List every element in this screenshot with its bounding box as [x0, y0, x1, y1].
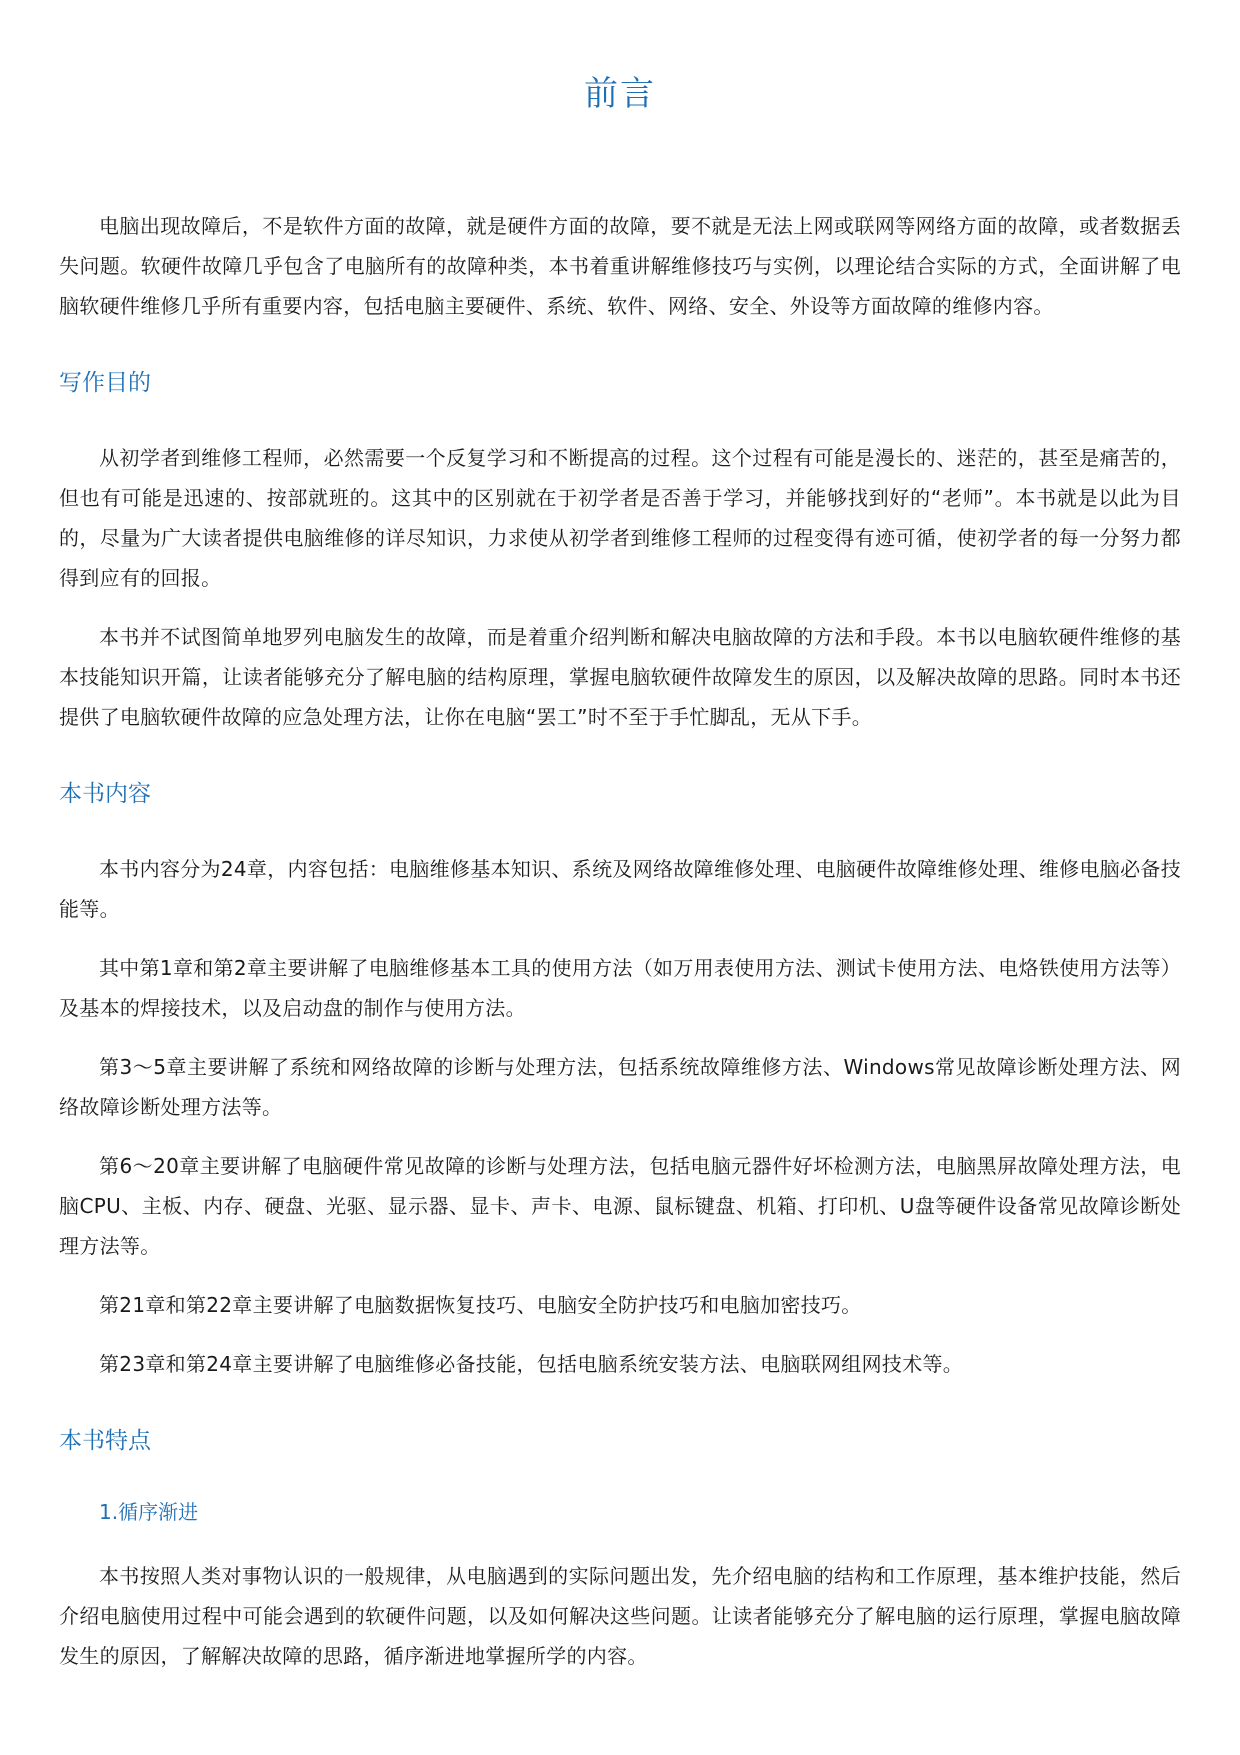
page-title: 前言: [584, 74, 656, 114]
paragraph: 本书内容分为24章，内容包括：电脑维修基本知识、系统及网络故障维修处理、电脑硬件故障维修处理、维修电脑必备技能等。: [59, 857, 1181, 921]
paragraph: 本书并不试图简单地罗列电脑发生的故障，而是着重介绍判断和解决电脑故障的方法和手段。本书以电脑软硬件维修的基本技能知识开篇，让读者能够充分了解电脑的结构原理，掌握电脑软硬件故障发生的原因，以及解决故障的思路。同时本书还提供了电脑软硬件故障的应急处理方法，让你在电脑“罢工”时不至于手忙脚乱，无从下手。: [59, 625, 1181, 729]
paragraph: 本书按照人类对事物认识的一般规律，从电脑遇到的实际问题出发，先介绍电脑的结构和工作原理，基本维护技能，然后介绍电脑使用过程中可能会遇到的软硬件问题，以及如何解决这些问题。让读者能够充分了解电脑的运行原理，掌握电脑故障发生的原因，了解解决故障的思路，循序渐进地掌握所学的内容。: [59, 1564, 1181, 1668]
paragraph: 第3～5章主要讲解了系统和网络故障的诊断与处理方法，包括系统故障维修方法、Windows常见故障诊断处理方法、网络故障诊断处理方法等。: [59, 1055, 1181, 1119]
section-heading-book-features: 本书特点: [59, 1428, 151, 1454]
paragraph: 第6～20章主要讲解了电脑硬件常见故障的诊断与处理方法，包括电脑元器件好坏检测方法，电脑黑屏故障处理方法，电脑CPU、主板、内存、硬盘、光驱、显示器、显卡、声卡、电源、鼠标键盘、机箱、打印机、U盘等硬件设备常见故障诊断处理方法等。: [59, 1154, 1181, 1258]
section-heading-writing-purpose: 写作目的: [59, 370, 151, 396]
subheading-step-by-step: 1.循序渐进: [99, 1500, 199, 1524]
paragraph: 从初学者到维修工程师，必然需要一个反复学习和不断提高的过程。这个过程有可能是漫长的、迷茫的，甚至是痛苦的，但也有可能是迅速的、按部就班的。这其中的区别就在于初学者是否善于学习，并能够找到好的“老师”。本书就是以此为目的，尽量为广大读者提供电脑维修的详尽知识，力求使从初学者到维修工程师的过程变得有迹可循，使初学者的每一分努力都得到应有的回报。: [59, 446, 1181, 590]
intro-paragraph: 电脑出现故障后，不是软件方面的故障，就是硬件方面的故障，要不就是无法上网或联网等网络方面的故障，或者数据丢失问题。软硬件故障几乎包含了电脑所有的故障种类，本书着重讲解维修技巧与实例，以理论结合实际的方式，全面讲解了电脑软硬件维修几乎所有重要内容，包括电脑主要硬件、系统、软件、网络、安全、外设等方面故障的维修内容。: [59, 214, 1181, 318]
paragraph: 第21章和第22章主要讲解了电脑数据恢复技巧、电脑安全防护技巧和电脑加密技巧。: [99, 1293, 862, 1317]
paragraph: 其中第1章和第2章主要讲解了电脑维修基本工具的使用方法（如万用表使用方法、测试卡使用方法、电烙铁使用方法等）及基本的焊接技术，以及启动盘的制作与使用方法。: [59, 956, 1181, 1020]
paragraph: 第23章和第24章主要讲解了电脑维修必备技能，包括电脑系统安装方法、电脑联网组网技术等。: [99, 1352, 964, 1376]
section-heading-book-content: 本书内容: [59, 781, 151, 807]
